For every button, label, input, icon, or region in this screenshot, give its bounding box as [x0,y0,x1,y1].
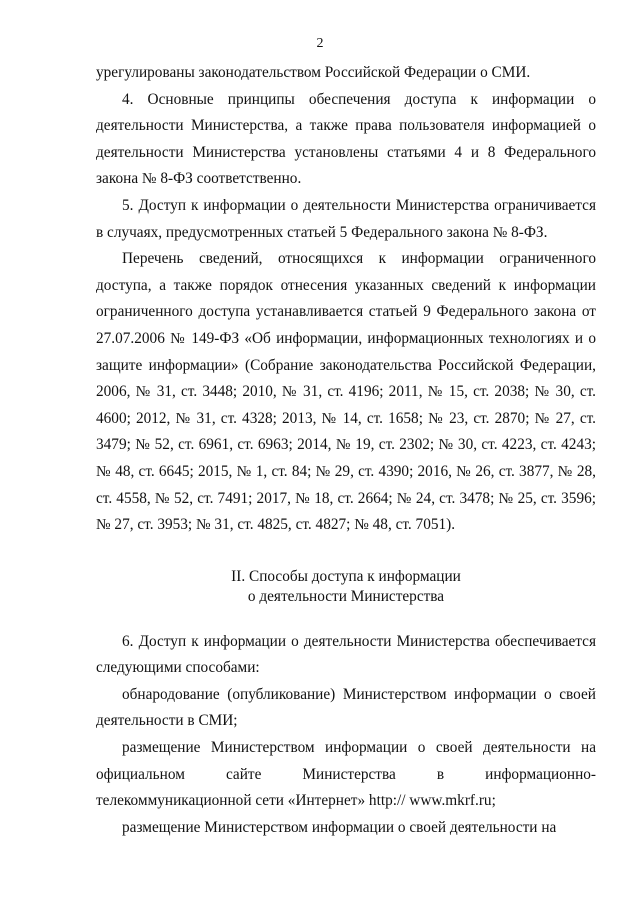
section-heading-line-2: о деятельности Министерства [247,587,445,605]
document-body [96,60,596,841]
paragraph-item-6: 6. Доступ к информации о деятельности Министерства обеспечивается следующими способами: [96,632,596,677]
paragraph-method-publication: обнародование (опубликование) Министерством информации о своей деятельности в СМИ; [96,685,596,730]
spacer [96,539,596,567]
paragraph-restricted-info-list: Перечень сведений, относящихся к информации ограниченного доступа, а также порядок отнесения указанных сведений к информации ограниченного доступа устанавливается статьей 9 Федерального закона от 27.07.2006 № 149-ФЗ «Об информации, информационных технологиях и о защите информации» (Собрание законодательства Российской Федерации, 2006, № 31, ст. 3448; 2010, № 31, ст. 4196; 2011, № 15, ст. 2038; № 30, ст. 4600; 2012, № 31, ст. 4328; 2013, № 14, ст. 1658; № 23, ст. 2870; № 27, ст. 3479; № 52, ст. 6961, ст. 6963; 2014, № 19, ст. 2302; № 30, ст. 4223, ст. 4243; № 48, ст. 6645; 2015, № 1, ст. 84; № 29, ст. 4390; 2016, № 26, ст. 3877, № 28, ст. 4558, № 52, ст. 7491; 2017, № 18, ст. 2664; № 24, ст. 3478; № 25, ст. 3596; № 27, ст. 3953; № 31, ст. 4825, ст. 4827; № 48, ст. 7051). [96,250,596,534]
paragraph-item-4: 4. Основные принципы обеспечения доступа к информации о деятельности Министерства, а также права пользователя информацией о деятельности Министерства установлены статьями 4 и 8 Федерального закона № 8-ФЗ соответственно. [96,90,596,188]
paragraph-method-premises: размещение Министерством информации о своей деятельности на [122,818,557,836]
paragraph-continuation: урегулированы законодательством Российской Федерации о СМИ. [96,64,531,81]
spacer [96,607,596,629]
page-number: 2 [316,36,324,51]
paragraph-method-website: размещение Министерством информации о своей деятельности на официальном сайте Министерства в информационно-телекоммуникационной сети «Интернет» http:// www.mkrf.ru; [96,739,596,810]
paragraph-item-5: 5. Доступ к информации о деятельности Министерства ограничивается в случаях, предусмотренных статьей 5 Федерального закона № 8-ФЗ. [96,196,596,241]
section-heading-line-1: II. Способы доступа к информации [231,567,461,585]
